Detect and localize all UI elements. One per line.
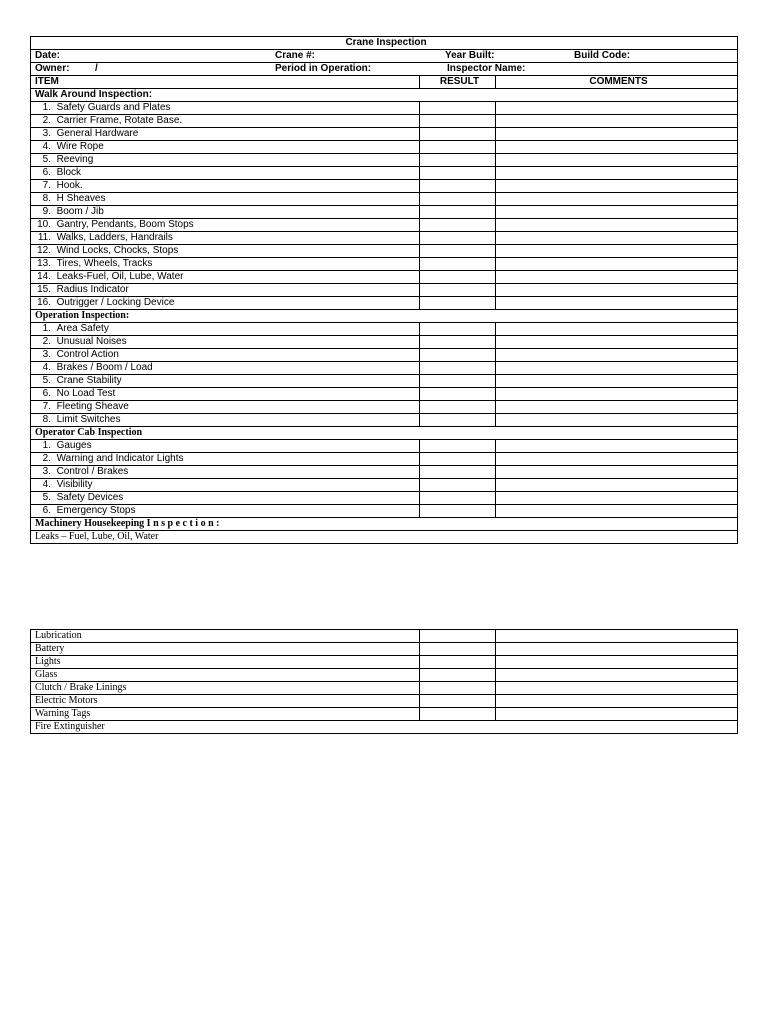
result-cell[interactable] bbox=[420, 154, 496, 167]
table-row bbox=[31, 180, 738, 193]
item-label: Warning and Indicator Lights bbox=[56, 453, 184, 464]
comments-cell[interactable] bbox=[496, 128, 738, 141]
comments-cell[interactable] bbox=[496, 115, 738, 128]
item-cell bbox=[31, 466, 420, 479]
table-row bbox=[31, 388, 738, 401]
table-row bbox=[31, 271, 738, 284]
header-row-2 bbox=[31, 63, 738, 76]
table-row bbox=[31, 193, 738, 206]
result-cell[interactable] bbox=[420, 323, 496, 336]
section-title-cab: Operator Cab Inspection bbox=[31, 427, 738, 440]
result-cell[interactable] bbox=[420, 258, 496, 271]
item-cell bbox=[31, 401, 420, 414]
item-cell bbox=[31, 219, 420, 232]
item-cell bbox=[31, 492, 420, 505]
item-number: 5. bbox=[42, 492, 51, 503]
table-row bbox=[31, 656, 738, 669]
comments-cell[interactable] bbox=[496, 245, 738, 258]
table-row bbox=[31, 440, 738, 453]
header-row-1 bbox=[31, 50, 738, 63]
result-cell[interactable] bbox=[420, 362, 496, 375]
result-cell[interactable] bbox=[420, 284, 496, 297]
table-row bbox=[31, 643, 738, 656]
item-number: 3. bbox=[42, 128, 51, 139]
item-number: 3. bbox=[42, 466, 51, 477]
item-label: Gauges bbox=[56, 440, 92, 451]
result-cell[interactable] bbox=[420, 388, 496, 401]
item-number: 10. bbox=[37, 219, 51, 230]
comments-cell[interactable] bbox=[496, 167, 738, 180]
result-cell[interactable] bbox=[420, 219, 496, 232]
date-label: Date: bbox=[35, 50, 61, 61]
walk-around-section bbox=[31, 89, 738, 310]
comments-cell[interactable] bbox=[496, 297, 738, 310]
item-cell bbox=[31, 479, 420, 492]
item-label: Area Safety bbox=[56, 323, 109, 334]
item-label: Hook. bbox=[56, 180, 83, 191]
result-cell[interactable] bbox=[420, 297, 496, 310]
result-cell[interactable] bbox=[420, 643, 496, 656]
operation-section bbox=[31, 310, 738, 427]
comments-cell[interactable] bbox=[496, 630, 738, 643]
item-number: 5. bbox=[42, 375, 51, 386]
item-label: Gantry, Pendants, Boom Stops bbox=[56, 219, 194, 230]
item-number: 3. bbox=[42, 349, 51, 360]
item-cell bbox=[31, 323, 420, 336]
table-row bbox=[31, 505, 738, 518]
comments-cell[interactable] bbox=[496, 102, 738, 115]
item-cell bbox=[31, 154, 420, 167]
item-label: No Load Test bbox=[56, 388, 116, 399]
result-cell[interactable] bbox=[420, 505, 496, 518]
table-row bbox=[31, 466, 738, 479]
comments-cell[interactable] bbox=[496, 349, 738, 362]
item-cell bbox=[31, 115, 420, 128]
comments-cell[interactable] bbox=[496, 323, 738, 336]
result-cell[interactable] bbox=[420, 271, 496, 284]
result-cell[interactable] bbox=[420, 401, 496, 414]
result-cell[interactable] bbox=[420, 656, 496, 669]
comments-cell[interactable] bbox=[496, 388, 738, 401]
item-label: Brakes / Boom / Load bbox=[56, 362, 153, 373]
item-cell bbox=[31, 336, 420, 349]
item-number: 13. bbox=[37, 258, 51, 269]
result-cell[interactable] bbox=[420, 141, 496, 154]
item-label: Wind Locks, Chocks, Stops bbox=[56, 245, 179, 256]
item-cell bbox=[31, 167, 420, 180]
item-number: 15. bbox=[37, 284, 51, 295]
item-label: Tires, Wheels, Tracks bbox=[56, 258, 153, 269]
item-number: 16. bbox=[37, 297, 51, 308]
item-cell bbox=[31, 193, 420, 206]
table-row bbox=[31, 154, 738, 167]
item-label: Lubrication bbox=[31, 630, 420, 643]
comments-cell[interactable] bbox=[496, 154, 738, 167]
item-number: 7. bbox=[42, 180, 51, 191]
result-cell[interactable] bbox=[420, 245, 496, 258]
result-cell[interactable] bbox=[420, 232, 496, 245]
owner-separator: / bbox=[95, 63, 98, 74]
item-label: Emergency Stops bbox=[56, 505, 136, 516]
table-row bbox=[31, 297, 738, 310]
item-number: 11. bbox=[37, 232, 51, 243]
item-label: Electric Motors bbox=[31, 695, 420, 708]
inspection-table bbox=[30, 36, 738, 544]
period-label: Period in Operation: bbox=[275, 63, 372, 74]
table-row bbox=[31, 219, 738, 232]
table-row bbox=[31, 721, 738, 734]
item-number: 2. bbox=[42, 115, 51, 126]
table-row bbox=[31, 115, 738, 128]
comments-cell[interactable] bbox=[496, 362, 738, 375]
item-label: Crane Stability bbox=[56, 375, 122, 386]
item-cell bbox=[31, 375, 420, 388]
item-number: 6. bbox=[42, 505, 51, 516]
continuation-table bbox=[30, 629, 738, 734]
comments-cell[interactable] bbox=[496, 206, 738, 219]
result-cell[interactable] bbox=[420, 414, 496, 427]
table-row bbox=[31, 708, 738, 721]
table-row bbox=[31, 232, 738, 245]
item-label: Reeving bbox=[56, 154, 94, 165]
item-number: 8. bbox=[42, 193, 51, 204]
comments-cell[interactable] bbox=[496, 219, 738, 232]
comments-cell[interactable] bbox=[496, 492, 738, 505]
table-row bbox=[31, 206, 738, 219]
item-number: 4. bbox=[42, 362, 51, 373]
section-title-walk_around: Walk Around Inspection: bbox=[31, 89, 738, 102]
table-row bbox=[31, 128, 738, 141]
comments-cell[interactable] bbox=[496, 180, 738, 193]
result-cell[interactable] bbox=[420, 466, 496, 479]
item-number: 14. bbox=[37, 271, 51, 282]
item-cell bbox=[31, 362, 420, 375]
item-label: Warning Tags bbox=[31, 708, 420, 721]
result-cell[interactable] bbox=[420, 479, 496, 492]
comments-cell[interactable] bbox=[496, 232, 738, 245]
comments-cell[interactable] bbox=[496, 656, 738, 669]
year-built-label: Year Built: bbox=[445, 50, 495, 61]
table-row bbox=[31, 401, 738, 414]
machinery-title-a: Machinery Housekeeping bbox=[35, 518, 145, 529]
item-number: 6. bbox=[42, 388, 51, 399]
item-label: Battery bbox=[31, 643, 420, 656]
item-cell bbox=[31, 180, 420, 193]
item-number: 9. bbox=[42, 206, 51, 217]
result-cell[interactable] bbox=[420, 708, 496, 721]
result-cell[interactable] bbox=[420, 440, 496, 453]
item-cell bbox=[31, 128, 420, 141]
result-cell[interactable] bbox=[420, 682, 496, 695]
item-cell bbox=[31, 284, 420, 297]
item-number: 1. bbox=[42, 440, 51, 451]
item-label: Glass bbox=[31, 669, 420, 682]
item-number: 2. bbox=[42, 336, 51, 347]
item-label: Lights bbox=[31, 656, 420, 669]
item-cell bbox=[31, 388, 420, 401]
form-title: Crane Inspection bbox=[31, 37, 738, 50]
table-row bbox=[31, 258, 738, 271]
item-cell bbox=[31, 245, 420, 258]
result-cell[interactable] bbox=[420, 349, 496, 362]
item-number: 1. bbox=[42, 323, 51, 334]
result-cell[interactable] bbox=[420, 167, 496, 180]
table-row bbox=[31, 362, 738, 375]
result-cell[interactable] bbox=[420, 180, 496, 193]
table-row bbox=[31, 336, 738, 349]
comments-cell[interactable] bbox=[496, 479, 738, 492]
item-label: Fire Extinguisher bbox=[31, 721, 738, 734]
comments-column-header: COMMENTS bbox=[496, 76, 738, 89]
table-row bbox=[31, 245, 738, 258]
item-label: Radius Indicator bbox=[56, 284, 129, 295]
result-cell[interactable] bbox=[420, 669, 496, 682]
comments-cell[interactable] bbox=[496, 669, 738, 682]
item-cell bbox=[31, 297, 420, 310]
item-cell bbox=[31, 414, 420, 427]
result-cell[interactable] bbox=[420, 115, 496, 128]
item-label: Block bbox=[56, 167, 82, 178]
inspector-label: Inspector Name: bbox=[447, 63, 526, 74]
comments-cell[interactable] bbox=[496, 414, 738, 427]
item-label: Safety Guards and Plates bbox=[56, 102, 171, 113]
item-label: H Sheaves bbox=[56, 193, 106, 204]
result-cell[interactable] bbox=[420, 206, 496, 219]
result-cell[interactable] bbox=[420, 128, 496, 141]
comments-cell[interactable] bbox=[496, 401, 738, 414]
comments-cell[interactable] bbox=[496, 440, 738, 453]
item-label: Unusual Noises bbox=[56, 336, 127, 347]
item-cell bbox=[31, 271, 420, 284]
item-column-header: ITEM bbox=[31, 76, 420, 89]
result-cell[interactable] bbox=[420, 102, 496, 115]
item-cell bbox=[31, 232, 420, 245]
item-label: Leaks-Fuel, Oil, Lube, Water bbox=[56, 271, 184, 282]
section-title-operation: Operation Inspection: bbox=[31, 310, 738, 323]
table-row bbox=[31, 669, 738, 682]
comments-cell[interactable] bbox=[496, 453, 738, 466]
item-label: Walks, Ladders, Handrails bbox=[56, 232, 173, 243]
item-cell bbox=[31, 349, 420, 362]
build-code-label: Build Code: bbox=[574, 50, 631, 61]
item-cell bbox=[31, 505, 420, 518]
item-label: Fleeting Sheave bbox=[56, 401, 129, 412]
table-row bbox=[31, 284, 738, 297]
table-row bbox=[31, 323, 738, 336]
table-row bbox=[31, 141, 738, 154]
item-cell bbox=[31, 102, 420, 115]
item-label: Boom / Jib bbox=[56, 206, 104, 217]
table-row bbox=[31, 414, 738, 427]
item-label: Control Action bbox=[56, 349, 119, 360]
table-row bbox=[31, 479, 738, 492]
item-number: 7. bbox=[42, 401, 51, 412]
table-row bbox=[31, 453, 738, 466]
item-number: 12. bbox=[37, 245, 51, 256]
item-label: Limit Switches bbox=[56, 414, 121, 425]
comments-cell[interactable] bbox=[496, 466, 738, 479]
result-cell[interactable] bbox=[420, 492, 496, 505]
item-label: Visibility bbox=[56, 479, 93, 490]
table-row bbox=[31, 349, 738, 362]
comments-cell[interactable] bbox=[496, 141, 738, 154]
item-label: General Hardware bbox=[56, 128, 139, 139]
table-row bbox=[31, 695, 738, 708]
comments-cell[interactable] bbox=[496, 284, 738, 297]
item-number: 4. bbox=[42, 141, 51, 152]
comments-cell[interactable] bbox=[496, 682, 738, 695]
item-label: Outrigger / Locking Device bbox=[56, 297, 175, 308]
item-number: 2. bbox=[42, 453, 51, 464]
item-cell bbox=[31, 258, 420, 271]
table-row bbox=[31, 630, 738, 643]
comments-cell[interactable] bbox=[496, 336, 738, 349]
comments-cell[interactable] bbox=[496, 258, 738, 271]
result-cell[interactable] bbox=[420, 453, 496, 466]
result-cell[interactable] bbox=[420, 695, 496, 708]
item-label: Carrier Frame, Rotate Base. bbox=[56, 115, 183, 126]
table-row bbox=[31, 682, 738, 695]
comments-cell[interactable] bbox=[496, 695, 738, 708]
item-number: 5. bbox=[42, 154, 51, 165]
machinery-title-b: I n s p e c t i o n : bbox=[146, 518, 220, 529]
item-number: 8. bbox=[42, 414, 51, 425]
comments-cell[interactable] bbox=[496, 375, 738, 388]
table-row bbox=[31, 492, 738, 505]
result-cell[interactable] bbox=[420, 193, 496, 206]
section-title-machinery bbox=[31, 518, 738, 531]
table-row bbox=[31, 167, 738, 180]
comments-cell[interactable] bbox=[496, 193, 738, 206]
item-cell bbox=[31, 141, 420, 154]
result-column-header: RESULT bbox=[420, 76, 496, 89]
item-number: 4. bbox=[42, 479, 51, 490]
item-cell bbox=[31, 206, 420, 219]
item-number: 1. bbox=[42, 102, 51, 113]
comments-cell[interactable] bbox=[496, 505, 738, 518]
machinery-item: Leaks – Fuel, Lube, Oil, Water bbox=[31, 531, 738, 544]
comments-cell[interactable] bbox=[496, 271, 738, 284]
comments-cell[interactable] bbox=[496, 643, 738, 656]
item-label: Wire Rope bbox=[56, 141, 104, 152]
table-row bbox=[31, 375, 738, 388]
item-label: Clutch / Brake Linings bbox=[31, 682, 420, 695]
cab-section bbox=[31, 427, 738, 518]
item-cell bbox=[31, 440, 420, 453]
comments-cell[interactable] bbox=[496, 708, 738, 721]
item-cell bbox=[31, 453, 420, 466]
item-label: Control / Brakes bbox=[56, 466, 129, 477]
result-cell[interactable] bbox=[420, 630, 496, 643]
item-number: 6. bbox=[42, 167, 51, 178]
result-cell[interactable] bbox=[420, 336, 496, 349]
result-cell[interactable] bbox=[420, 375, 496, 388]
table-row bbox=[31, 102, 738, 115]
crane-number-label: Crane #: bbox=[275, 50, 316, 61]
owner-label: Owner: bbox=[35, 63, 70, 74]
item-label: Safety Devices bbox=[56, 492, 124, 503]
